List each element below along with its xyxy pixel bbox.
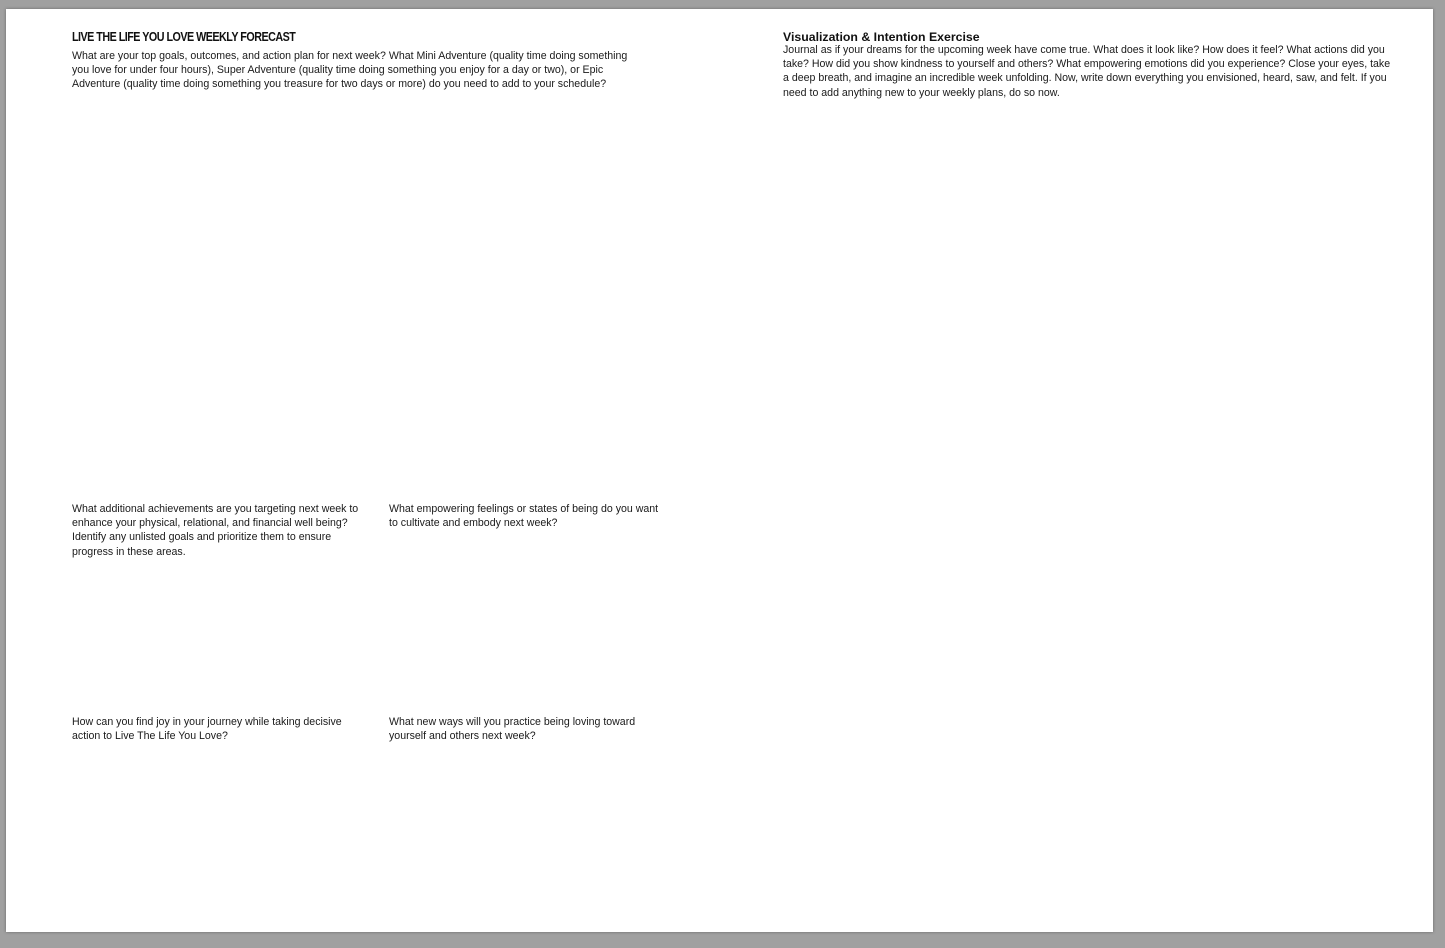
visualization-intro: Journal as if your dreams for the upcoming week have come true. What does it look like? How does it feel? What actions did you take? How did you show kindness to yourself and others? What empowering emotions did you experience? Close your eyes, take a deep breath, and imagine an incredible week unfolding. Now, write down everything you envisioned, heard, saw, and felt. If you need to add anything new to your weekly plans, do so now. bbox=[783, 44, 1391, 99]
question-find-joy: How can you find joy in your journey while taking decisive action to Live The Life You Love? bbox=[72, 716, 342, 743]
weekly-forecast-intro: What are your top goals, outcomes, and action plan for next week? What Mini Adventure (quality time doing something you love for under four hours), Super Adventure (quality time doing something you enjoy for a day or two), or Epic Adventure (quality time doing something you treasure for two days or more) do you need to add to your schedule? bbox=[72, 50, 628, 91]
visualization-title: Visualization & Intention Exercise bbox=[783, 30, 980, 44]
weekly-forecast-title: LIVE THE LIFE YOU LOVE WEEKLY FORECAST bbox=[72, 30, 296, 44]
question-practice-loving: What new ways will you practice being loving toward yourself and others next week? bbox=[389, 716, 636, 743]
question-achievements: What additional achievements are you targeting next week to enhance your physical, relational, and financial well being? Identify any unlisted goals and prioritize them to ensure progress in these areas. bbox=[72, 503, 359, 558]
question-empowering-feelings: What empowering feelings or states of being do you want to cultivate and embody next week? bbox=[389, 503, 659, 530]
document-page bbox=[6, 9, 1433, 932]
